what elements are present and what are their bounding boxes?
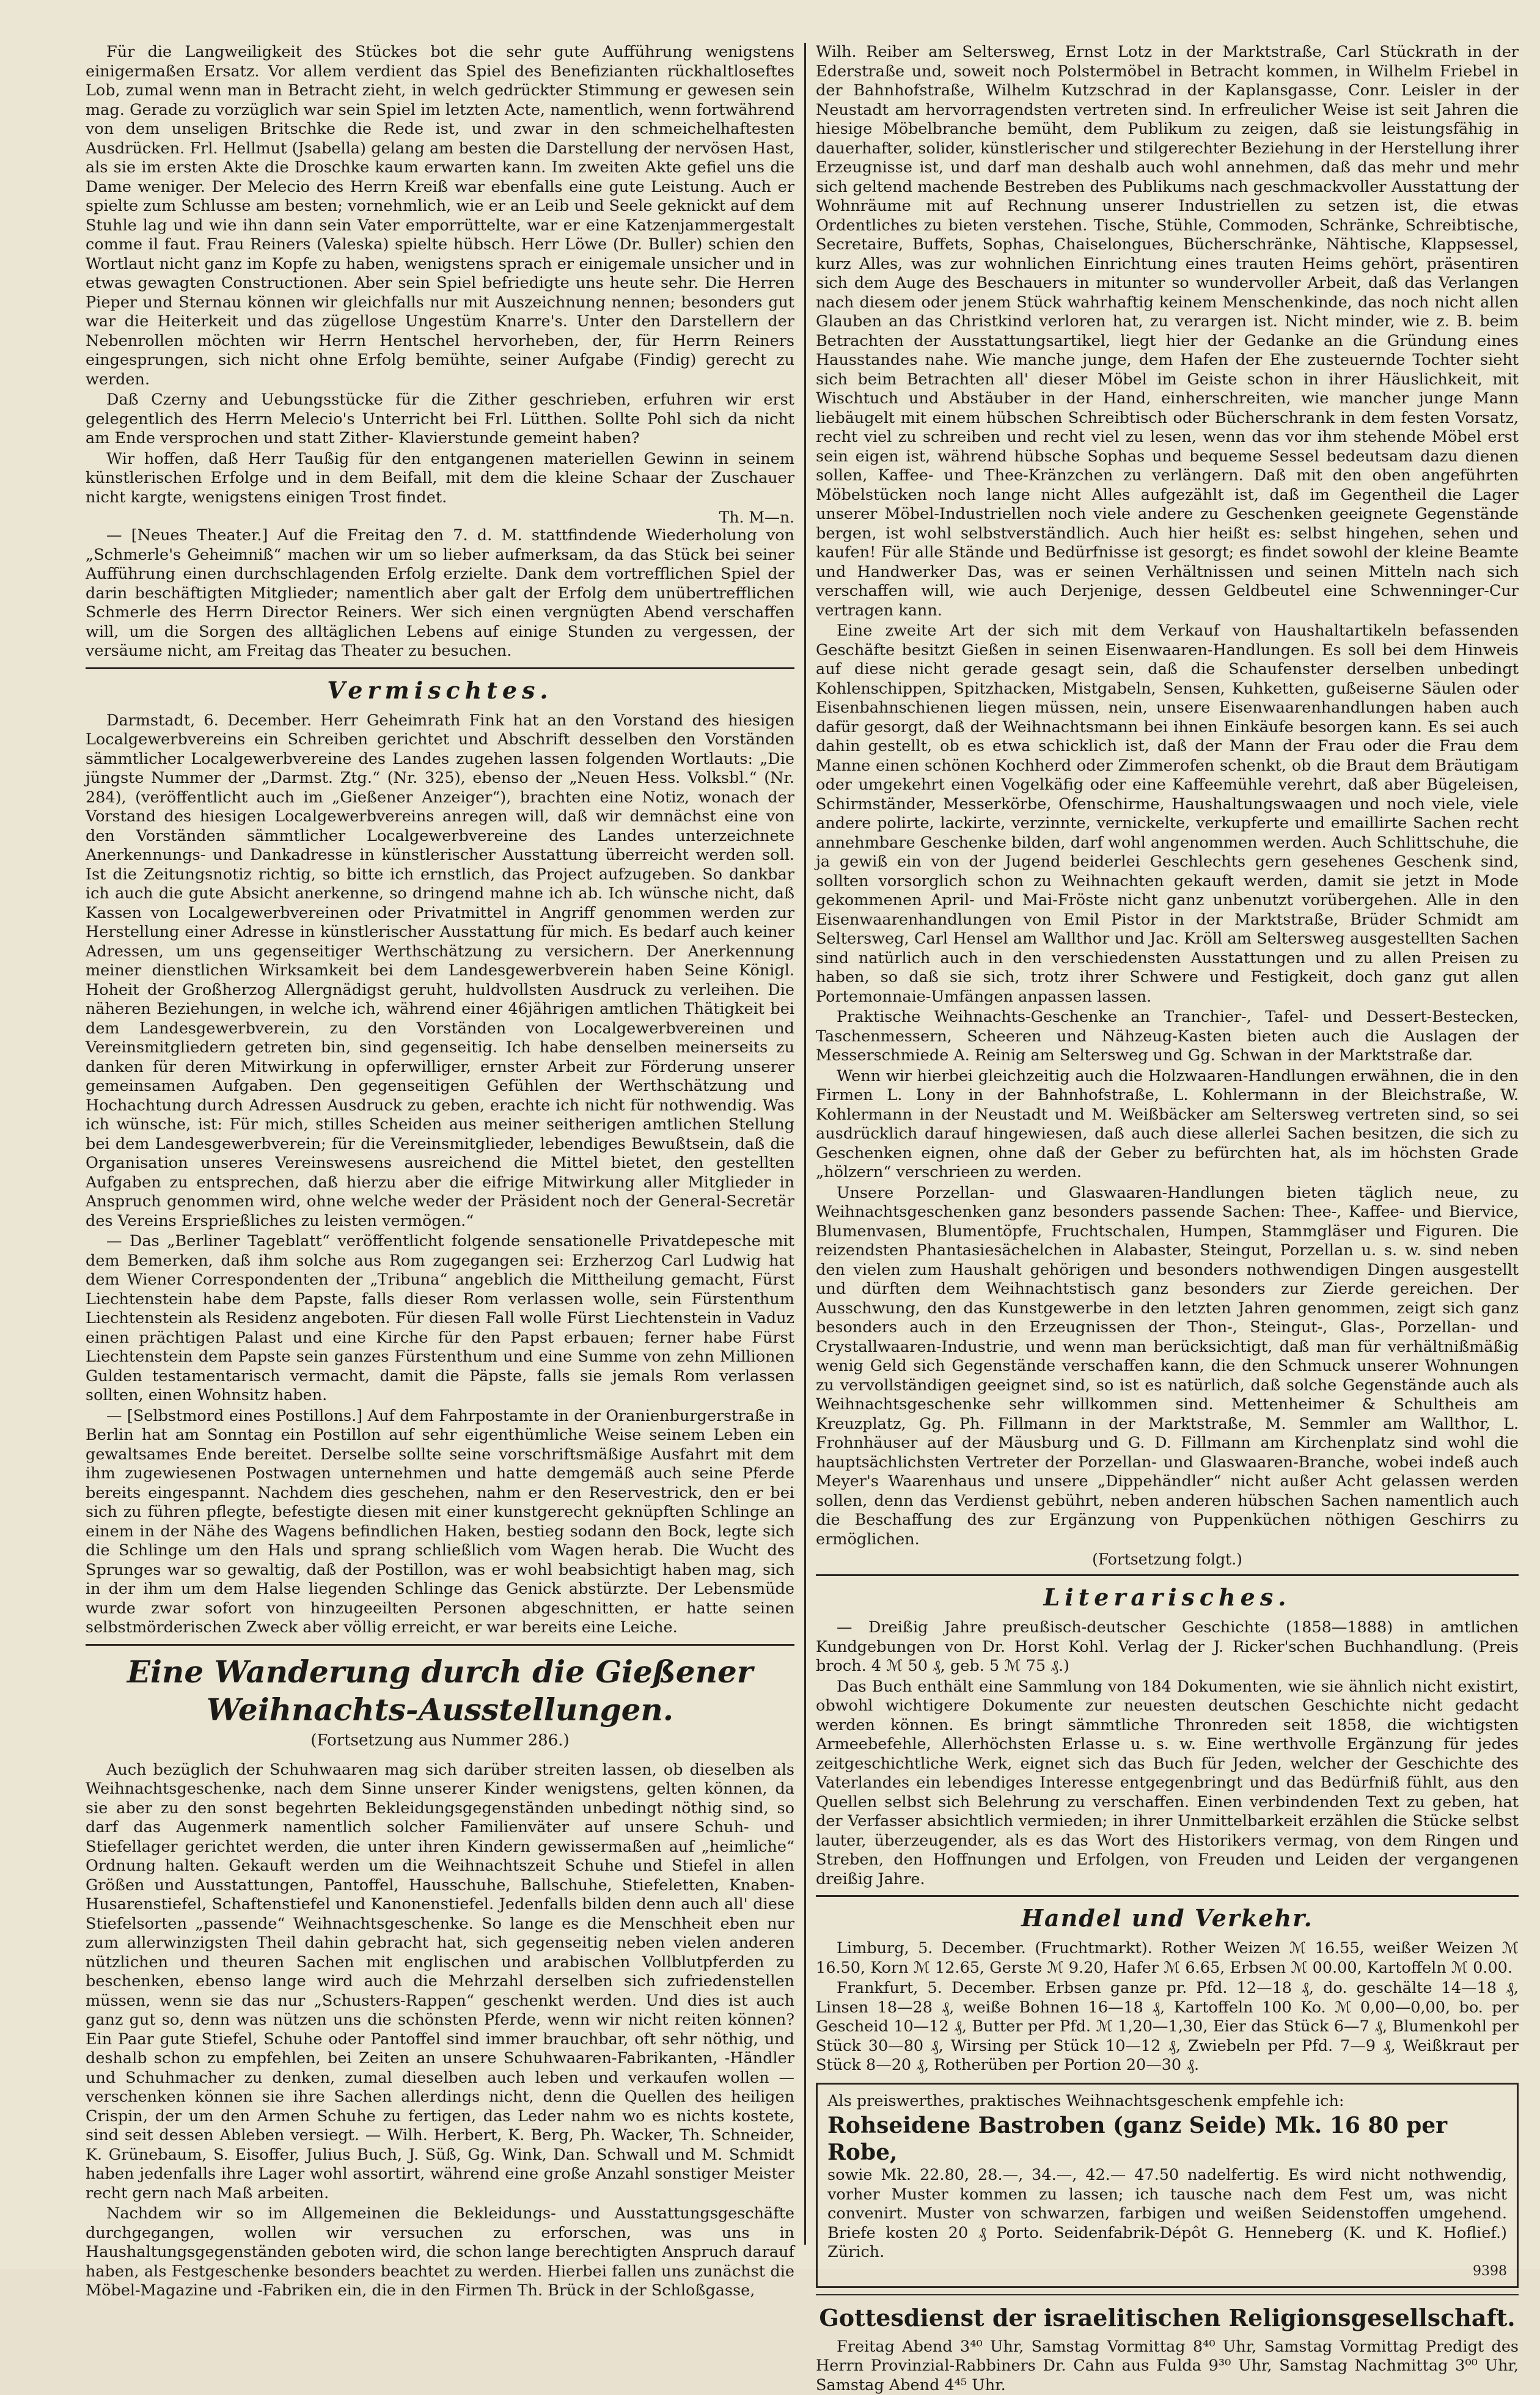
- feature-continued-paragraph: Unsere Porzellan- und Glaswaaren-Handlungen bieten täglich neue, zu Weihnachtsgeschenken ganz besonders passende Sachen: Thee-, Kaffee- und Biervice, Blumenvasen, Blumentöpfe, Fruchtschalen, Humpen, Stammgläser und Figuren. Die reizendsten Phantasiesächelchen in Alabaster, Steingut, Porzellan u. s. w. sind neben den vielen zum Haushalt gehörigen und besonders nothwendigen Dingen ausgestellt und dürften dem Weihnachtstisch ganz besonders zur Zierde gereichen. Der Ausschwung, den das Kunstgewerbe in den letzten Jahren genommen, zeigt sich ganz besonders auch in den Erzeugnissen der Thon-, Steingut-, Glas-, Porzellan- und Crystallwaaren-Industrie, und wenn man berücksichtigt, daß man für verhältnißmäßig wenig Geld sich Gegenstände verschaffen kann, die den Schmuck unserer Wohnungen zu vervollständigen geeignet sind, so ist es natürlich, daß solche Gegenstände auch als Weihnachtsgeschenke sehr willkommen sind. Mettenheimer & Schultheis am Kreuzplatz, Gg. Ph. Fillmann in der Marktstraße, M. Semmler am Wallthor, L. Frohnhäuser auf der Mäusburg und G. D. Fillmann am Kirchenplatz sind wohl die hauptsächlichsten Vertreter der Porzellan- und Glaswaaren-Branche, wobei indeß auch Meyer's Waarenhaus und unsere „Dippehändler“ nicht außer Acht gelassen werden sollen, denn das Verdienst gebührt, neben anderen hübschen Sachen namentlich auch die Beschaffung des zur Ergänzung von Puppenküchen nöthigen Geschirrs zu ermöglichen.: [816, 1184, 1519, 1550]
- ad-intro: Als preiswerthes, praktisches Weihnachtsgeschenk empfehle ich:: [827, 2092, 1507, 2111]
- misc-article: Darmstadt, 6. December. Herr Geheimrath Fink hat an den Vorstand des hiesigen Localgewerbvereins ein Schreiben gerichtet und Abschrift desselben den Vorständen sämmtlicher Localgewerbvereine des Landes zugehen lassen folgenden Wortlauts: „Die jüngste Nummer der „Darmst. Ztg.“ (Nr. 325), ebenso der „Neuen Hess. Volksbl.“ (Nr. 284), (veröffentlicht auch im „Gießener Anzeiger“), brachten eine Notiz, wonach der Vorstand des hiesigen Localgewerbvereins anregen will, daß wir demnächst eine von den Vorständen sämmtlicher Localgewerbvereine des Landes unterzeichnete Anerkennungs- und Dankadresse in künstlerischer Ausstattung überreicht werden soll. Ist die Zeitungsnotiz richtig, so bitte ich ernstlich, das Project aufzugeben. So dankbar ich auch die gute Absicht anerkenne, so dringend mahne ich ab. Ich wünsche nicht, daß Kassen von Localgewerbvereinen oder Privatmittel in Angriff genommen werden zur Herstellung einer Adresse in künstlerischer Ausstattung für mich. Es bedarf auch keiner Adressen, um uns gegenseitiger Werthschätzung zu versichern. Der Anerkennung meiner dienstlichen Wirksamkeit bei dem Landesgewerbverein haben Seine Königl. Hoheit der Großherzog Allergnädigst geruht, huldvollsten Ausdruck zu verleihen. Die näheren Beziehungen, in welche ich, während einer 46jährigen amtlichen Thätigkeit bei dem Landesgewerbverein, zu den Vorständen von Localgewerbvereinen und Vereinsmitgliedern getreten bin, sind gegenseitig. Ich habe denselben meinerseits zu danken für deren Mitwirkung in opferwilliger, ernster Arbeit zur Förderung unserer gemeinsamen Aufgaben. Den gegenseitigen Gefühlen der Werthschätzung und Hochachtung durch Adressen Ausdruck zu geben, erachte ich nicht für nothwendig. Was ich wünsche, ist: Für mich, stilles Scheiden aus meiner seitherigen amtlichen Stellung bei dem Landesgewerbverein; für die Vereinsmitglieder, lebendiges Bewußtsein, daß die Organisation unseres Vereinswesens ausreichend die Mittel bietet, den gestellten Aufgaben zu entsprechen, daß hierzu aber die eifrige Mitwirkung aller Mitglieder in Anspruch genommen wird, ohne welche weder der Präsident noch der General-Secretär des Vereins Ersprießliches zu leisten vermögen.“: [86, 711, 794, 1231]
- section-rule: [86, 667, 794, 669]
- literature-paragraph: — Dreißig Jahre preußisch-deutscher Geschichte (1858—1888) in amtlichen Kundgebungen von Dr. Horst Kohl. Verlag der J. Ricker'schen Buchhandlung. (Preis broch. 4 ℳ 50 ₰, geb. 5 ℳ 75 ₰.): [816, 1618, 1519, 1676]
- theatre-review-paragraph: Daß Czerny and Uebungsstücke für die Zither geschrieben, erfuhren wir erst gelegentlich des Herrn Melecio's Unterricht bei Frl. Lütthen. Sollte Pohl sich da nicht am Ende versprochen und statt Zither- Klavierstunde gemeint haben?: [86, 391, 794, 449]
- feature-continued-paragraph: Eine zweite Art der sich mit dem Verkauf von Haushaltartikeln befassenden Geschäfte besitzt Gießen in seinen Eisenwaaren-Handlungen. Es soll bei dem Hinweis auf diese nicht gerade gesagt sein, daß die Schaufenster derselben unbedingt Kohlenschippen, Spitzhacken, Mistgabeln, Sensen, Kuhketten, gußeiserne Säulen oder Eisenbahnschienen liegen müssen, nein, unsere Eisenwaarenhandlungen haben auch dafür gesorgt, daß der Weihnachtsmann bei ihnen Einkäufe besorgen kann. Es sei auch dahin gestellt, ob es etwa schicklich ist, daß der Mann der Frau oder die Frau dem Manne einen schönen Kochherd oder Zimmerofen schenkt, ob die Braut dem Bräutigam oder umgekehrt einen Vogelkäfig oder eine Kaffeemühle verehrt, daß aber Bügeleisen, Schirmständer, Messerkörbe, Ofenschirme, Haushaltungswaagen und noch viele, viele andere polirte, lackirte, verzinnte, vernickelte, verkupferte und emaillirte Sachen recht annehmbare Geschenke bilden, darf wohl angenommen werden. Auch Schlittschuhe, die ja gewiß ein von der Jugend beiderlei Geschlechts gern gesehenes Geschenk sind, sollten vorsorglich schon zu Weihnachten gekauft werden, damit sie jetzt in Mode gekommenen April- und Mai-Fröste nicht ganz unbenutzt vorübergehen. Alle in den Eisenwaarenhandlungen von Emil Pistor in der Marktstraße, Brüder Schmidt am Seltersweg, Carl Hensel am Wallthor und Jac. Kröll am Seltersweg ausgestellten Sachen sind natürlich auch in den verschiedensten Ausstattungen und zu allen Preisen zu haben, so daß sie sich, trotz ihrer Schwere und Festigkeit, doch ganz gut allen Portemonnaie-Umfängen anpassen lassen.: [816, 622, 1519, 1007]
- misc-heading: Vermischtes.: [86, 677, 794, 704]
- feature-continued-paragraph: Wenn wir hierbei gleichzeitig auch die Holzwaaren-Handlungen erwähnen, die in den Firmen L. Lony in der Bahnhofstraße, L. Kohlermann in der Bleichstraße, W. Kohlermann in der Neustadt und M. Weißbäcker am Seltersweg vertreten sind, so sei ausdrücklich darauf hingewiesen, daß auch diese allerlei Sachen besitzen, die sich zu Geschenken eignen, ohne daß der Geber zu befürchten hat, als im höchsten Grade „hölzern“ verschrieen zu werden.: [816, 1067, 1519, 1183]
- neues-theater-notice: — [Neues Theater.] Auf die Freitag den 7. d. M. stattfindende Wiederholung von „Schmerle's Geheimniß“ machen wir um so lieber aufmerksam, da das Stück bei seiner Aufführung einen durchschlagenden Erfolg erzielte. Dank dem vortrefflichen Spiel der darin beschäftigten Mitglieder; namentlich aber galt der Erfolg dem unübertrefflichen Schmerle des Herrn Director Reiners. Wer sich einen vergnügten Abend verschaffen will, um die Sorgen des alltäglichen Lebens auf einige Stunden zu vergessen, der versäume nicht, am Freitag das Theater zu besuchen.: [86, 526, 794, 661]
- continuation-note: (Fortsetzung folgt.): [816, 1550, 1519, 1568]
- theatre-review-paragraph: Für die Langweiligkeit des Stückes bot die sehr gute Aufführung wenigstens einigermaßen Ersatz. Vor allem verdient das Spiel des Benefizianten rückhaltloseftes Lob, zumal wenn man in Betracht zieht, in welch gedrückter Stimmung er gewesen sein mag. Gerade zu vorzüglich war sein Spiel im letzten Acte, namentlich, wenn fortwährend von dem unseligen Britschke die Rede ist, und zwar in den schmeichelhaftesten Ausdrücken. Frl. Hellmut (Jsabella) gelang am besten die Darstellung der nervösen Hast, als sie im ersten Akte die Droschke kaum erwarten kann. Im zweiten Akte gefiel uns die Dame weniger. Der Melecio des Herrn Kreiß war ebenfalls eine gute Leistung. Auch er spielte zum Schlusse am besten; vornehmlich, wie er an Leib und Seele geknickt auf dem Stuhle lag und wie ihn dann sein Vater emporrüttelte, war er eine Katzenjammergestalt comme il faut. Frau Reiners (Valeska) spielte hübsch. Herr Löwe (Dr. Buller) schien den Wortlaut nicht ganz im Kopfe zu haben, wenigstens sprach er einigemale unsicher und in etwas gewagten Constructionen. Aber sein Spiel befriedigte uns heute sehr. Die Herren Pieper und Sternau können wir gleichfalls nur mit Auszeichnung nennen; besonders gut war die Heiterkeit und das zügellose Ungestüm Knarre's. Unter den Darstellern der Nebenrollen möchten wir Herrn Hentschel hervorheben, der, für Herrn Reiners eingesprungen, sich nicht ohne Erfolg bemühte, seiner Aufgabe (Findig) gerecht zu werden.: [86, 43, 794, 389]
- service-heading: Gottesdienst der israelitischen Religionsgesellschaft.: [816, 2304, 1519, 2331]
- section-rule: [816, 1895, 1519, 1897]
- literature-heading: Literarisches.: [816, 1583, 1519, 1611]
- misc-article: — [Selbstmord eines Postillons.] Auf dem Fahrpostamte in der Oranienburgerstraße in Berlin hat am Sonntag ein Postillon auf sehr eigenthümliche Weise seinem Leben ein gewaltsames Ende bereitet. Derselbe sollte seine vorschriftsmäßige Ausfahrt mit dem ihm zugewiesenen Postwagen unternehmen und hatte demgemäß auch seine Pferde bereits eingespannt. Nachdem dies geschehen, nahm er den Reservestrick, den er bei sich zu führen pflegte, befestigte diesen mit einer kunstgerecht geknüpften Schlinge an einem in der Nähe des Wagens befindlichen Haken, bestieg sodann den Bock, legte sich die Schlinge um den Hals und sprang schließlich vom Wagen herab. Die Wucht des Sprunges war so gewaltig, daß der Postillon, was er wohl beabsichtigt haben mag, sich in der ihm um dem Halse liegenden Schlinge das Genick abstürzte. Der Lebensmüde wurde zwar sofort von hinzugeeilten Personen abgeschnitten, er hatte seinen selbstmörderischen Zweck aber völlig erreicht, er war bereits eine Leiche.: [86, 1407, 794, 1638]
- ad-headline: Rohseidene Bastroben (ganz Seide) Mk. 16 80 per Robe,: [827, 2112, 1507, 2166]
- feature-paragraph: Auch bezüglich der Schuhwaaren mag sich darüber streiten lassen, ob dieselben als Weihnachtsgeschenke, nach dem Sinne unserer Kinder wenigstens, gelten können, da sie aber zu den sonst begehrten Bekleidungsgegenständen unbedingt nöthig sind, so darf das Augenmerk namentlich solcher Familienväter auf unsere Schuh- und Stiefellager gerichtet werden, die unter ihren Kindern gewissermaßen auf „heimliche“ Ordnung halten. Gekauft werden um die Weihnachtszeit Schuhe und Stiefel in allen Größen und Ausstattungen, Pantoffel, Hausschuhe, Ballschuhe, Stiefeletten, Knaben-Husarenstiefel, Schaftenstiefel und Kanonenstiefel. Jedenfalls bilden denn auch all' diese Stiefelsorten „passende“ Weihnachtsgeschenke. So lange es die Menschheit eben nur zum allerwinzigsten Theil dahin gebracht hat, sich gegenseitig neben vielen anderen nützlichen und theuren Sachen mit englischen und arabischen Vollblutpferden zu beschenken, ebenso lange wird auch die Mehrzahl derselben sich zufriedenstellen müssen, wenn sie das nur „Schusters-Rappen“ geschenkt werden. Und dies ist auch ganz gut so, denn was nützen uns die schönsten Pferde, wenn wir nicht reiten können? Ein Paar gute Stiefel, Schuhe oder Pantoffel sind immer brauchbar, oft sehr nöthig, und deshalb schon zu empfehlen, bei Zeiten an unsere Schuhwaaren-Fabrikanten, -Händler und Schuhmacher zu denken, zumal dieselben auch leben und verkaufen wollen — verschenken können sie ihre Sachen allerdings nicht, denn die Quellen des heiligen Crispin, der um den Armen Schuhe zu fertigen, das Leder nahm wo es nichts kostete, sind seit dessen Ableben versiegt. — Wilh. Herbert, K. Berg, Ph. Wacker, Th. Schneider, K. Grünebaum, S. Eisoffer, Julius Buch, J. Süß, Gg. Wink, Dan. Schwall und M. Schmidt haben jedenfalls ihre Lager wohl assortirt, während eine große Anzahl sonstiger Meister recht gern nach Maß arbeiten.: [86, 1761, 794, 2204]
- literature-paragraph: Das Buch enthält eine Sammlung von 184 Dokumenten, wie sie ähnlich nicht existirt, obwohl wichtigere Dokumente zur neuesten deutschen Geschichte nicht gedacht werden können. Es bringt sämmtliche Thronreden seit 1858, die wichtigsten Armeebefehle, Allerhöchsten Erlasse u. s. w. Eine werthvolle Ergänzung für jedes zeitgeschichtliche Werk, eignet sich das Buch für Jeden, welcher der Geschichte des Vaterlandes ein lebendiges Interesse entgegenbringt und das Bedürfniß fühlt, aus den Quellen selbst sich Belehrung zu verschaffen. Einen verbindenden Text zu geben, hat der Verfasser absichtlich vermieden; in ihrer Unmittelbarkeit erzählen die Stücke selbst lauter, überzeugender, als es das Wort des Historikers vermag, von dem Ringen und Streben, den Hoffnungen und Erfolgen, von Freuden und Leiden der vergangenen dreißig Jahre.: [816, 1678, 1519, 1890]
- column-divider: [804, 43, 806, 2245]
- service-times: Freitag Abend 3⁴⁰ Uhr, Samstag Vormittag 8⁴⁰ Uhr, Samstag Vormittag Predigt des Herrn Provinzial-Rabbiners Dr. Cahn aus Fulda 9³⁰ Uhr, Samstag Nachmittag 3⁰⁰ Uhr, Samstag Abend 4⁴⁵ Uhr.: [816, 2338, 1519, 2395]
- theatre-review-paragraph: Wir hoffen, daß Herr Taußig für den entgangenen materiellen Gewinn in seinem künstlerischen Erfolge und in dem Beifall, mit dem die kleine Schaar der Zuschauer nicht kargte, wenigstens einigen Trost findet.: [86, 450, 794, 508]
- feature-heading: Eine Wanderung durch die Gießener Weihnachts-Ausstellungen.: [86, 1653, 794, 1729]
- ad-code: 9398: [827, 2264, 1507, 2279]
- section-rule: [816, 1574, 1519, 1576]
- ad-body: sowie Mk. 22.80, 28.—, 34.—, 42.— 47.50 nadelfertig. Es wird nicht nothwendig, vorher Muster kommen zu lassen; ich tausche nach dem Fest um, was nicht convenirt. Muster von schwarzen, farbigen und weißen Seidenstoffen umgehend. Briefe kosten 20 ₰ Porto. Seidenfabrik-Dépôt G. Henneberg (K. und K. Hoflief.) Zürich.: [827, 2166, 1507, 2262]
- trade-paragraph: Limburg, 5. December. (Fruchtmarkt). Rother Weizen ℳ 16.55, weißer Weizen ℳ 16.50, Korn ℳ 12.65, Gerste ℳ 9.20, Hafer ℳ 6.65, Erbsen ℳ 00.00, Kartoffeln ℳ 0.00.: [816, 1939, 1519, 1978]
- theatre-review-signature: Th. M—n.: [86, 508, 794, 526]
- misc-article: — Das „Berliner Tageblatt“ veröffentlicht folgende sensationelle Privatdepesche mit dem Bemerken, daß ihm solche aus Rom zugegangen sei: Erzherzog Carl Ludwig hat dem Wiener Correspondenten der „Tribuna“ angeblich die Mittheilung gemacht, Fürst Liechtenstein habe dem Papste, falls dieser Rom verlassen wolle, sein Fürstenthum Liechtenstein als Residenz angeboten. Für diesen Fall wolle Fürst Liechtenstein in Vaduz einen prächtigen Palast und eine Kirche für den Papst erbauen; ferner habe Fürst Liechtenstein dem Papste sein ganzes Fürstenthum und eine Summe von zehn Millionen Gulden testamentarisch vermacht, damit die Päpste, falls sie jemals Rom verlassen sollten, einen Wohnsitz haben.: [86, 1232, 794, 1406]
- feature-paragraph: Nachdem wir so im Allgemeinen die Bekleidungs- und Ausstattungsgeschäfte durchgegangen, wollen wir versuchen zu erforschen, was uns in Haushaltungsgegenständen geboten wird, die schon lange berechtigten Anspruch darauf haben, als Festgeschenke besonders beachtet zu werden. Hierbei fallen uns zunächst die Möbel-Magazine und -Fabriken ein, die in den Firmen Th. Brück in der Schloßgasse,: [86, 2204, 794, 2301]
- left-column: [86, 43, 794, 2245]
- section-rule: [86, 1644, 794, 1646]
- trade-paragraph: Frankfurt, 5. December. Erbsen ganze pr. Pfd. 12—18 ₰, do. geschälte 14—18 ₰, Linsen 18—28 ₰, weiße Bohnen 16—18 ₰, Kartoffeln 100 Ko. ℳ 0,00—0,00, bo. per Gescheid 10—12 ₰, Butter per Pfd. ℳ 1,20—1,30, Eier das Stück 6—7 ₰, Blumenkohl per Stück 30—80 ₰, Wirsing per Stück 10—12 ₰, Zwiebeln per Pfd. 7—9 ₰, Weißkraut per Stück 8—20 ₰, Rotherüben per Portion 20—30 ₰.: [816, 1979, 1519, 2075]
- trade-heading: Handel und Verkehr.: [816, 1904, 1519, 1932]
- feature-continued-paragraph: Wilh. Reiber am Seltersweg, Ernst Lotz in der Marktstraße, Carl Stückrath in der Ederstraße und, soweit noch Polstermöbel in Betracht kommen, in Wilhelm Friebel in der Bahnhofstraße, Wilhelm Kutzschrad in der Kaplansgasse, Conr. Leisler in der Neustadt am hervorragendsten vertreten sind. In erfreulicher Weise ist seit Jahren die hiesige Möbelbranche bemüht, dem Publikum zu zeigen, daß sie leistungsfähig in dauerhafter, solider, künstlerischer und stilgerechter Beziehung in der Herstellung ihrer Erzeugnisse ist, und darf man deshalb auch wohl annehmen, daß das mehr und mehr sich geltend machende Bestreben des Publikums nach geschmackvoller Ausstattung der Wohnräume mit auf Rechnung unserer Industriellen zu setzen ist, die etwas Ordentliches zu bieten verstehen. Tische, Stühle, Commoden, Schränke, Schreibtische, Secretaire, Buffets, Sophas, Chaiselongues, Bücherschränke, Nähtische, Klappsessel, kurz Alles, was zur wohnlichen Einrichtung eines trauten Heims gehört, präsentiren sich dem Auge des Beschauers in mitunter so wundervoller Arbeit, daß das Verlangen nach diesem oder jenem Stück wahrhaftig keinem Menschenkinde, das noch nicht allen Glauben an das Christkind verloren hat, zu verargen ist. Nicht minder, wie z. B. beim Betrachten der Ausstattungsartikel, liegt hier der Gedanke an die Gründung eines Hausstandes nahe. Wie manche junge, dem Hafen der Ehe zusteuernde Tochter sieht sich beim Betrachten all' dieser Möbel im Geiste schon in ihrer Häuslichkeit, mit Wischtuch und Abstäuber in der Hand, einherschreiten, wie mancher junge Mann liebäugelt mit einem hübschen Schreibtisch oder Bücherschrank in dem festen Vorsatz, recht viel zu schreiben und recht viel zu lesen, wenn das vor ihm stehende Möbel erst sein eigen ist, während hübsche Sophas und bequeme Sessel bedeutsam dazu dienen sollen, Kaffee- und Thee-Kränzchen zu verlängern. Daß mit den oben angeführten Möbelstücken noch lange nicht Alles aufgezählt ist, daß im Gegentheil die Lager unserer Möbel-Industriellen noch viele andere zu Geschenken geeignete Gegenstände bergen, ist wohl selbstverständlich. Auch hier heißt es: selbst hingehen, sehen und kaufen! Für alle Stände und Bedürfnisse ist gesorgt; es findet sowohl der kleine Beamte und Handwerker Das, was er seinen Verhältnissen und seinen Mitteln nach sich verschaffen will, wie auch Derjenige, dessen Geldbeutel eine Schwenninger-Cur vertragen kann.: [816, 43, 1519, 620]
- silk-advertisement: [816, 2083, 1519, 2288]
- feature-subhead: (Fortsetzung aus Nummer 286.): [86, 1731, 794, 1750]
- right-column: [816, 43, 1519, 2245]
- feature-continued-paragraph: Praktische Weihnachts-Geschenke an Tranchier-, Tafel- und Dessert-Bestecken, Taschenmessern, Scheeren und Nähzeug-Kasten bieten auch die Auslagen der Messerschmiede A. Reinig am Seltersweg und Gg. Schwan in der Marktstraße dar.: [816, 1008, 1519, 1066]
- section-rule: [816, 2294, 1519, 2295]
